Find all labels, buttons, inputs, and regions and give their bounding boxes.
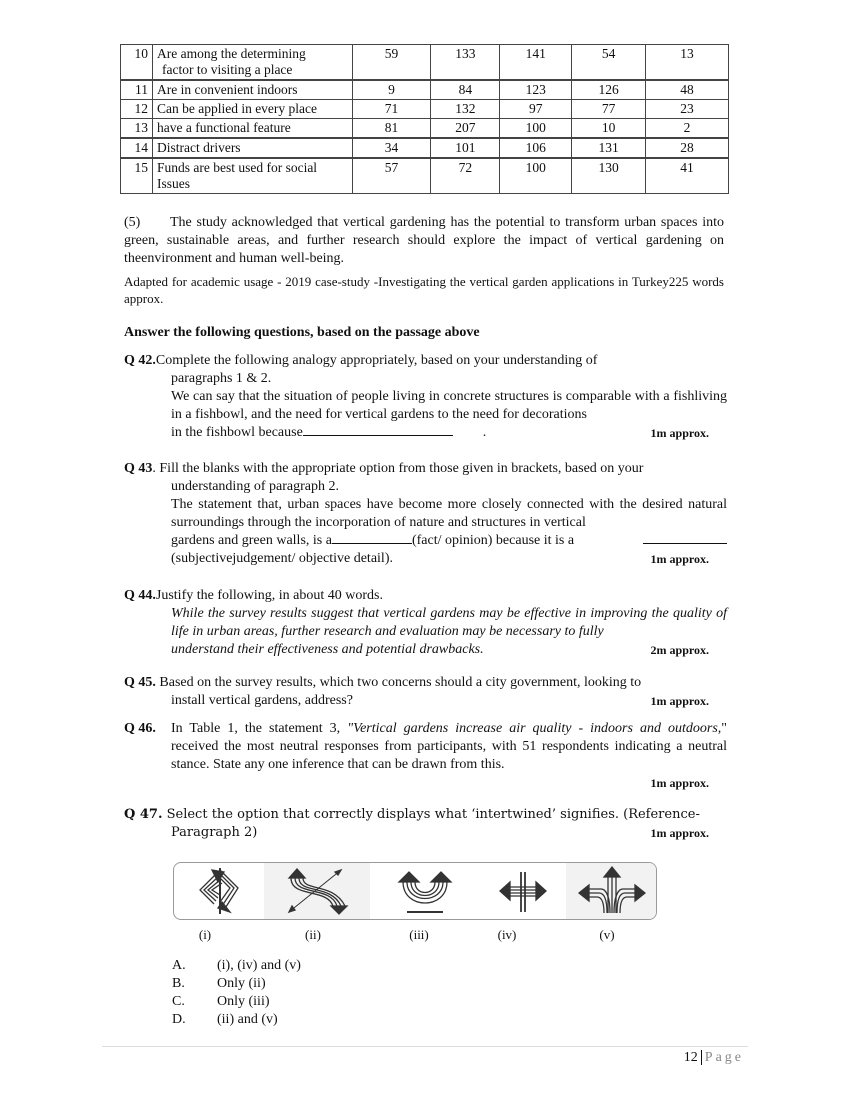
question-number: Q 46. bbox=[124, 721, 156, 736]
figure-label: (ii) bbox=[305, 927, 321, 942]
table-row bbox=[121, 80, 729, 100]
answer-blank-judgement[interactable] bbox=[643, 532, 727, 544]
paragraph-text: The study acknowledged that vertical gardening has the potential to transform urban spaces into green, sustainable areas, and further research should explore the impact of vertical gardening on theenvironment and human well-being. bbox=[124, 215, 724, 266]
interwoven-arrows-icon bbox=[264, 863, 370, 919]
row-statement: Can be applied in every place bbox=[152, 100, 352, 119]
table-row bbox=[121, 158, 729, 194]
question-text: Paragraph 2) bbox=[171, 825, 258, 840]
figure-label: (iv) bbox=[497, 927, 517, 942]
question-number: Q 42. bbox=[124, 353, 156, 368]
cell-value: 141 bbox=[500, 45, 572, 81]
option-letter: C. bbox=[172, 994, 185, 1009]
cell-value: 9 bbox=[352, 80, 431, 100]
cell-value: 132 bbox=[431, 100, 500, 119]
passage-paragraph-5 bbox=[124, 214, 724, 268]
question-46 bbox=[124, 720, 727, 792]
survey-table bbox=[120, 44, 729, 194]
footer-divider bbox=[102, 1046, 748, 1047]
figure-label: (v) bbox=[599, 927, 615, 942]
analogy-text: We can say that the situation of people living in concrete structures is comparable with a fishliving in a fishbowl, and the need for vertical gardens to the need for decorations bbox=[171, 389, 727, 422]
cell-value: 23 bbox=[646, 100, 729, 119]
cell-value: 13 bbox=[646, 45, 729, 81]
marks-label: 1m approx. bbox=[650, 552, 709, 566]
question-42 bbox=[124, 352, 727, 442]
statement-text: gardens and green walls, is a bbox=[171, 533, 332, 548]
table-row bbox=[121, 100, 729, 119]
cell-value: 57 bbox=[352, 158, 431, 194]
options-text: (subjectivejudgement/ objective detail). bbox=[171, 551, 393, 566]
cell-value: 41 bbox=[646, 158, 729, 194]
question-44 bbox=[124, 587, 727, 659]
split-horizontal-arrows-icon bbox=[480, 863, 566, 919]
passage-source: Adapted for academic usage - 2019 case-study -Investigating the vertical garden applications in Turkey225 words approx. bbox=[124, 274, 724, 306]
marks-label: 2m approx. bbox=[650, 643, 709, 657]
quoted-statement: While the survey results suggest that vertical gardens may be effective in improving the quality of life in urban areas, further research and evaluation may be necessary to fully bbox=[171, 606, 727, 639]
question-47 bbox=[124, 806, 727, 842]
question-text: Based on the survey results, which two concerns should a city government, looking to bbox=[159, 675, 642, 690]
cell-value: 2 bbox=[646, 119, 729, 139]
option-c[interactable] bbox=[172, 993, 301, 1011]
cell-value: 72 bbox=[431, 158, 500, 194]
marks-label: 1m approx. bbox=[650, 826, 709, 840]
cell-value: 10 bbox=[572, 119, 646, 139]
question-text: In Table 1, the statement 3, bbox=[171, 721, 348, 736]
option-a[interactable] bbox=[172, 957, 301, 975]
circular-arrows-icon bbox=[174, 863, 264, 919]
option-text: Only (iii) bbox=[217, 994, 270, 1009]
question-45 bbox=[124, 674, 727, 710]
question-text: . Fill the blanks with the appropriate option from those given in brackets, based on your bbox=[152, 461, 644, 476]
cell-value: 106 bbox=[500, 138, 572, 158]
row-statement: Are in convenient indoors bbox=[152, 80, 352, 100]
question-number: Q 45. bbox=[124, 675, 156, 690]
paragraph-number: (5) bbox=[124, 215, 141, 230]
cell-value: 28 bbox=[646, 138, 729, 158]
row-number: 12 bbox=[121, 100, 153, 119]
cell-value: 123 bbox=[500, 80, 572, 100]
page-word: Page bbox=[704, 1050, 744, 1065]
row-number: 14 bbox=[121, 138, 153, 158]
cell-value: 133 bbox=[431, 45, 500, 81]
marks-label: 1m approx. bbox=[650, 776, 709, 790]
answer-options bbox=[172, 957, 301, 1029]
option-letter: B. bbox=[172, 976, 185, 991]
row-number: 10 bbox=[121, 45, 153, 81]
u-turn-arrows-icon bbox=[370, 863, 480, 919]
cell-value: 207 bbox=[431, 119, 500, 139]
table-row bbox=[121, 138, 729, 158]
row-statement: Funds are best used for social Issues bbox=[152, 158, 352, 194]
cell-value: 100 bbox=[500, 158, 572, 194]
option-text: Only (ii) bbox=[217, 976, 266, 991]
question-text: Select the option that correctly displays what ‘intertwined’ signifies. (Reference- bbox=[166, 807, 700, 822]
quoted-statement: "Vertical gardens increase air quality - indoors and outdoors, bbox=[347, 721, 722, 736]
question-text: " received the most neutral responses from participants, with 51 respondents indicating a neutral stance. State any one inference that can be drawn from this. bbox=[171, 721, 727, 772]
row-statement: Are among the determining factor to visiting a place bbox=[152, 45, 352, 81]
figure-label: (i) bbox=[198, 927, 212, 942]
answer-blank-fact-opinion[interactable] bbox=[332, 532, 412, 544]
row-number: 13 bbox=[121, 119, 153, 139]
row-statement: have a functional feature bbox=[152, 119, 352, 139]
section-heading: Answer the following questions, based on the passage above bbox=[124, 325, 480, 340]
cell-value: 101 bbox=[431, 138, 500, 158]
question-text: install vertical gardens, address? bbox=[171, 693, 353, 708]
cell-value: 126 bbox=[572, 80, 646, 100]
answer-blank[interactable] bbox=[303, 424, 453, 436]
option-letter: A. bbox=[172, 958, 186, 973]
row-statement: Distract drivers bbox=[152, 138, 352, 158]
table-row bbox=[121, 119, 729, 139]
option-text: (ii) and (v) bbox=[217, 1012, 278, 1027]
question-text: understanding of paragraph 2. bbox=[171, 479, 339, 494]
question-number: Q 44. bbox=[124, 588, 156, 603]
row-number: 15 bbox=[121, 158, 153, 194]
marks-label: 1m approx. bbox=[650, 694, 709, 708]
option-d[interactable] bbox=[172, 1011, 301, 1029]
cell-value: 130 bbox=[572, 158, 646, 194]
marks-label: 1m approx. bbox=[650, 426, 709, 440]
option-text: (i), (iv) and (v) bbox=[217, 958, 301, 973]
cell-value: 100 bbox=[500, 119, 572, 139]
page-number: 12 bbox=[684, 1050, 702, 1065]
cell-value: 97 bbox=[500, 100, 572, 119]
figure-label: (iii) bbox=[409, 927, 429, 942]
row-number: 11 bbox=[121, 80, 153, 100]
cell-value: 71 bbox=[352, 100, 431, 119]
question-text: paragraphs 1 & 2. bbox=[171, 371, 272, 386]
question-number: Q 47. bbox=[124, 807, 163, 822]
page-footer bbox=[684, 1050, 744, 1066]
table-row bbox=[121, 45, 729, 81]
option-letter: D. bbox=[172, 1012, 186, 1027]
cell-value: 84 bbox=[431, 80, 500, 100]
cell-value: 54 bbox=[572, 45, 646, 81]
three-way-branch-arrows-icon bbox=[566, 863, 657, 919]
cell-value: 131 bbox=[572, 138, 646, 158]
option-b[interactable] bbox=[172, 975, 301, 993]
question-text: Justify the following, in about 40 words. bbox=[155, 588, 383, 603]
cell-value: 59 bbox=[352, 45, 431, 81]
cell-value: 77 bbox=[572, 100, 646, 119]
question-text: Complete the following analogy appropriately, based on your understanding of bbox=[155, 353, 598, 368]
quoted-statement: understand their effectiveness and potential drawbacks. bbox=[171, 642, 484, 657]
cell-value: 48 bbox=[646, 80, 729, 100]
statement-text: The statement that, urban spaces have become more closely connected with the desired natural surroundings through the incorporation of nature and structures in vertical bbox=[171, 497, 727, 530]
analogy-tail: in the fishbowl because bbox=[171, 425, 303, 440]
cell-value: 81 bbox=[352, 119, 431, 139]
sentence-end: . bbox=[482, 425, 487, 440]
question-43 bbox=[124, 460, 727, 568]
statement-text: (fact/ opinion) because it is a bbox=[411, 533, 575, 548]
cell-value: 34 bbox=[352, 138, 431, 158]
arrow-figures-panel bbox=[173, 862, 657, 920]
question-number: Q 43 bbox=[124, 461, 153, 476]
